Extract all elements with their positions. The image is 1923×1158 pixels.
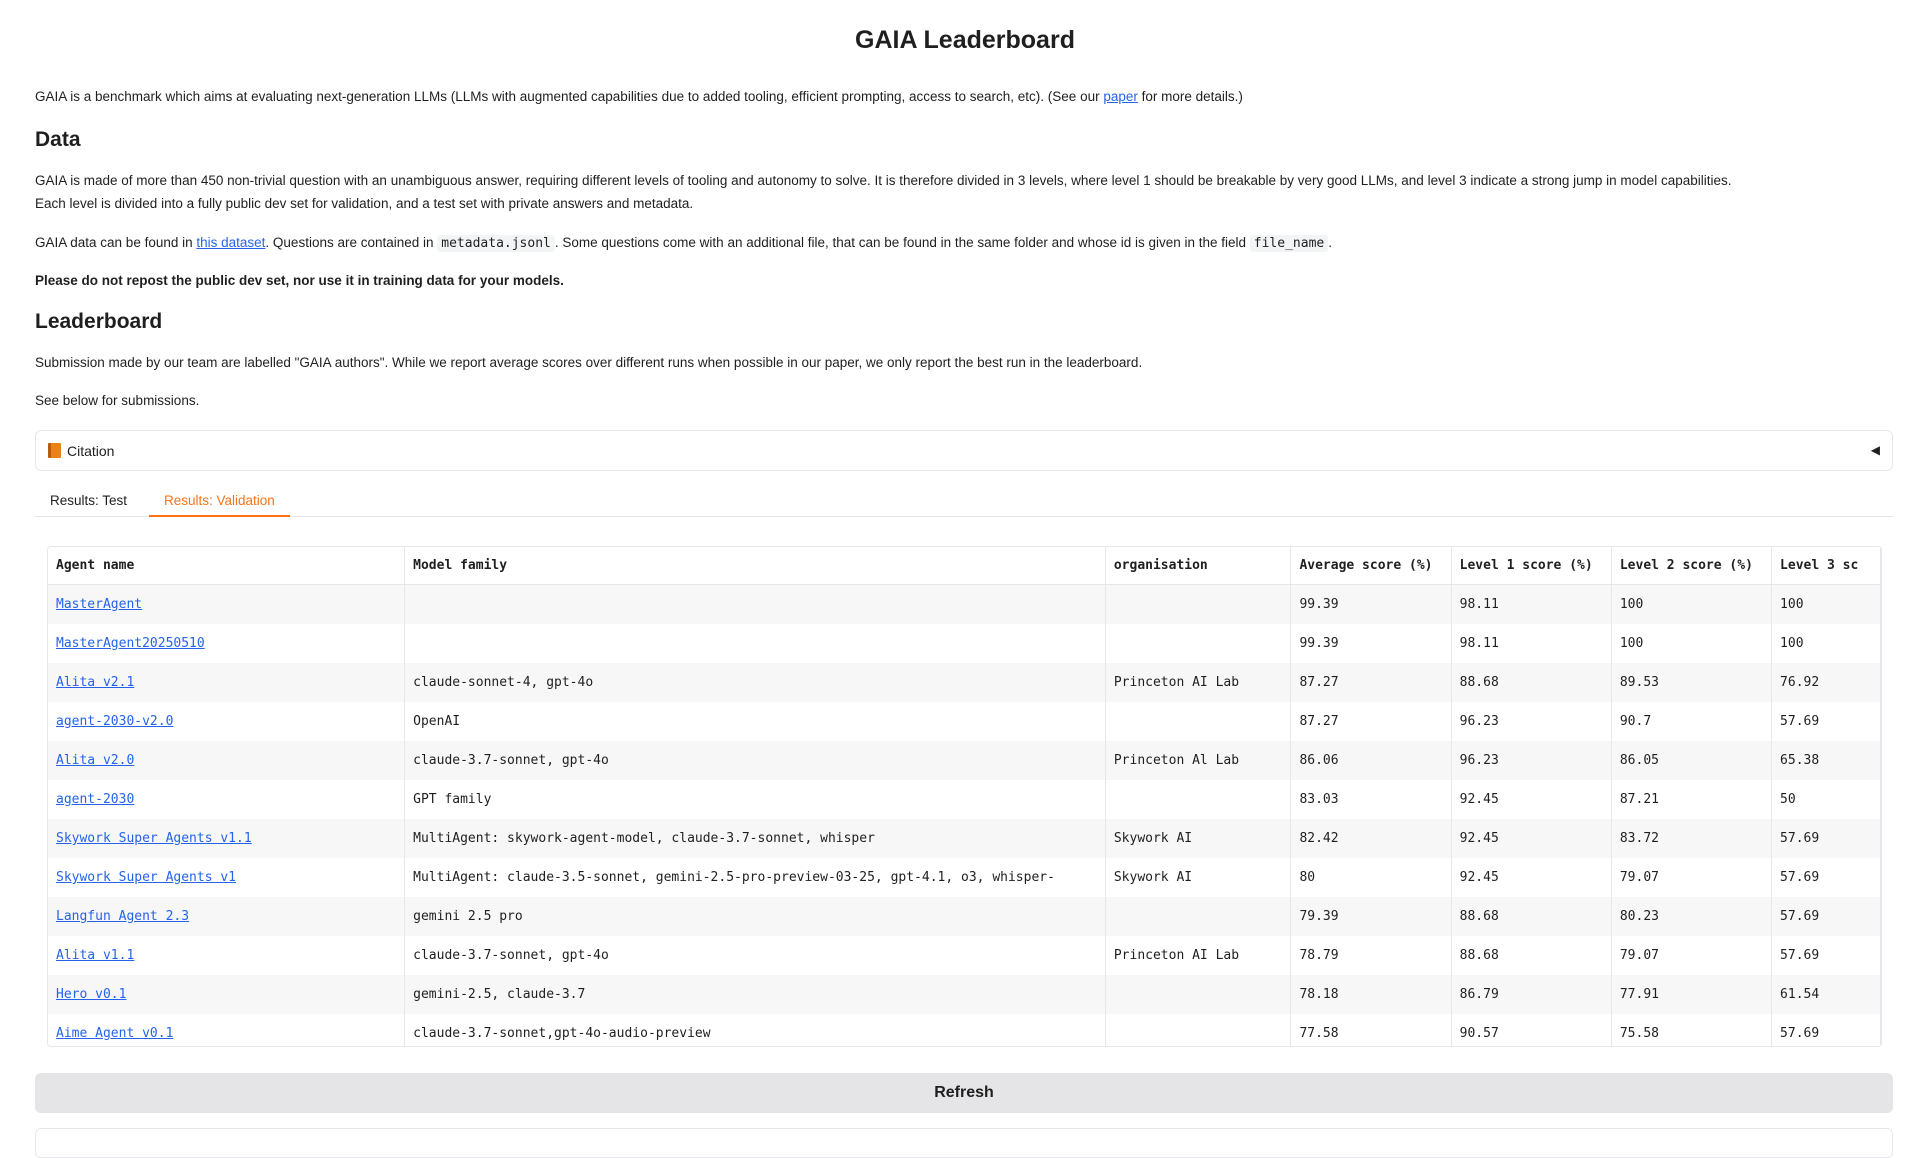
agent-name-cell [48,897,405,936]
page-title: GAIA Leaderboard [855,26,1075,54]
model-family-cell: claude-3.7-sonnet,gpt-4o-audio-preview [405,1014,1106,1047]
agent-link[interactable]: MasterAgent [56,597,143,612]
column-header-level3-score[interactable]: Level 3 sc [1772,547,1881,585]
citation-label: Citation [67,442,115,459]
model-family-cell: GPT family [405,780,1106,819]
level1-score-cell: 96.23 [1451,741,1611,780]
table-row [48,819,1881,858]
agent-link[interactable]: Alita v2.1 [56,675,135,690]
organisation-cell [1105,624,1291,663]
level1-score-cell: 96.23 [1451,702,1611,741]
agent-link[interactable]: Skywork Super Agents v1.1 [56,831,252,846]
level1-score-cell: 88.68 [1451,897,1611,936]
level1-score-cell: 88.68 [1451,936,1611,975]
level3-score-cell: 57.69 [1772,819,1881,858]
leaderboard-table [48,547,1881,1047]
table-row [48,975,1881,1014]
average-score-cell: 78.79 [1291,936,1451,975]
average-score-cell: 77.58 [1291,1014,1451,1047]
agent-link[interactable]: Alita v2.0 [56,753,135,768]
table-row [48,624,1881,663]
organisation-cell: Skywork AI [1105,858,1291,897]
table-row [48,858,1881,897]
level2-score-cell: 86.05 [1611,741,1771,780]
column-header-level2-score[interactable]: Level 2 score (%) [1611,547,1771,585]
level3-score-cell: 76.92 [1772,663,1881,702]
dataset-link[interactable]: this dataset [196,235,266,250]
average-score-cell: 87.27 [1291,663,1451,702]
level3-score-cell: 57.69 [1772,897,1881,936]
table-row [48,585,1881,625]
file-name-code: file_name [1250,235,1328,252]
organisation-cell: Princeton AI Lab [1105,936,1291,975]
agent-name-cell [48,663,405,702]
level1-score-cell: 98.11 [1451,624,1611,663]
paper-link[interactable]: paper [1103,89,1138,104]
organisation-cell [1105,1014,1291,1047]
average-score-cell: 82.42 [1291,819,1451,858]
intro-text [35,85,1243,108]
level2-score-cell: 75.58 [1611,1014,1771,1047]
agent-link[interactable]: Aime Agent v0.1 [56,1026,174,1041]
level3-score-cell: 61.54 [1772,975,1881,1014]
level2-score-cell: 89.53 [1611,663,1771,702]
column-header-organisation[interactable]: organisation [1105,547,1291,585]
level2-score-cell: 80.23 [1611,897,1771,936]
table-header-row [48,547,1881,585]
average-score-cell: 83.03 [1291,780,1451,819]
column-header-level1-score[interactable]: Level 1 score (%) [1451,547,1611,585]
level1-score-cell: 92.45 [1451,819,1611,858]
model-family-cell: claude-3.7-sonnet, gpt-4o [405,936,1106,975]
column-header-agent-name[interactable]: Agent name [48,547,405,585]
agent-name-cell [48,819,405,858]
table-row [48,741,1881,780]
agent-name-cell [48,702,405,741]
data-location-t1: GAIA data can be found in [35,235,197,250]
model-family-cell: MultiAgent: skywork-agent-model, claude-3.7-sonnet, whisper [405,819,1106,858]
agent-name-cell [48,858,405,897]
level1-score-cell: 90.57 [1451,1014,1611,1047]
citation-accordion[interactable] [35,430,1893,471]
average-score-cell: 86.06 [1291,741,1451,780]
organisation-cell [1105,975,1291,1014]
agent-link[interactable]: agent-2030-v2.0 [56,714,174,729]
model-family-cell: MultiAgent: claude-3.5-sonnet, gemini-2.5-pro-preview-03-25, gpt-4.1, o3, whisper- [405,858,1106,897]
refresh-button[interactable]: Refresh [35,1073,1893,1113]
average-score-cell: 99.39 [1291,585,1451,625]
level2-score-cell: 87.21 [1611,780,1771,819]
data-paragraph-line2: Each level is divided into a fully public dev set for validation, and a test set with private answers and metadata. [35,196,694,211]
data-heading: Data [35,128,81,151]
model-family-cell: gemini-2.5, claude-3.7 [405,975,1106,1014]
table-row [48,702,1881,741]
average-score-cell: 80 [1291,858,1451,897]
average-score-cell: 78.18 [1291,975,1451,1014]
organisation-cell: Princeton Al Lab [1105,741,1291,780]
agent-link[interactable]: Langfun Agent 2.3 [56,909,190,924]
model-family-cell: OpenAI [405,702,1106,741]
level1-score-cell: 98.11 [1451,585,1611,625]
leaderboard-note: Submission made by our team are labelled "GAIA authors". While we report average scores over different runs when possible in our paper, we only report the best run in the leaderboard. [35,355,1143,370]
level3-score-cell: 100 [1772,624,1881,663]
organisation-cell [1105,780,1291,819]
agent-name-cell [48,975,405,1014]
leaderboard-heading: Leaderboard [35,310,163,333]
agent-name-cell [48,585,405,625]
table-row [48,663,1881,702]
agent-link[interactable]: Hero v0.1 [56,987,127,1002]
submissions-note: See below for submissions. [35,393,200,408]
organisation-cell: Skywork AI [1105,819,1291,858]
agent-name-cell [48,936,405,975]
agent-link[interactable]: MasterAgent20250510 [56,636,205,651]
level3-score-cell: 57.69 [1772,858,1881,897]
collapse-arrow-icon[interactable]: ◀ [1870,443,1880,457]
model-family-cell [405,585,1106,625]
organisation-cell: Princeton AI Lab [1105,663,1291,702]
average-score-cell: 79.39 [1291,897,1451,936]
agent-name-cell [48,741,405,780]
agent-name-cell [48,1014,405,1047]
level2-score-cell: 79.07 [1611,936,1771,975]
table-row [48,936,1881,975]
organisation-cell [1105,702,1291,741]
data-location-t4: . [1328,235,1332,250]
repost-warning: Please do not repost the public dev set, nor use it in training data for your models. [35,273,564,288]
level3-score-cell: 57.69 [1772,936,1881,975]
book-icon [48,443,61,458]
model-family-cell: claude-sonnet-4, gpt-4o [405,663,1106,702]
tab-results-test[interactable]: Results: Test [50,493,128,508]
level2-score-cell: 77.91 [1611,975,1771,1014]
organisation-cell [1105,585,1291,625]
data-location-t2: . Questions are contained in [265,235,438,250]
level3-score-cell: 65.38 [1772,741,1881,780]
level2-score-cell: 90.7 [1611,702,1771,741]
organisation-cell [1105,897,1291,936]
agent-link[interactable]: Alita v1.1 [56,948,135,963]
level1-score-cell: 92.45 [1451,858,1611,897]
table-row [48,1014,1881,1047]
agent-name-cell [48,624,405,663]
level3-score-cell: 50 [1772,780,1881,819]
tab-results-validation[interactable]: Results: Validation [149,486,290,517]
agent-link[interactable]: agent-2030 [56,792,135,807]
bottom-panel [35,1128,1893,1158]
level3-score-cell: 57.69 [1772,1014,1881,1047]
metadata-code: metadata.jsonl [437,235,555,252]
model-family-cell [405,624,1106,663]
data-paragraph-line1: GAIA is made of more than 450 non-trivial question with an unambiguous answer, requiring different levels of tooling and autonomy to solve. It is therefore divided in 3 levels, where level 1 should be breakable by very good LLMs, and level 3 indicate a strong jump in model capabilities. [35,173,1732,188]
leaderboard-table-container[interactable] [47,546,1882,1047]
agent-name-cell [48,780,405,819]
level1-score-cell: 92.45 [1451,780,1611,819]
level1-score-cell: 88.68 [1451,663,1611,702]
level1-score-cell: 86.79 [1451,975,1611,1014]
level2-score-cell: 83.72 [1611,819,1771,858]
column-header-model-family[interactable]: Model family [405,547,1106,585]
average-score-cell: 99.39 [1291,624,1451,663]
level2-score-cell: 79.07 [1611,858,1771,897]
table-row [48,897,1881,936]
model-family-cell: claude-3.7-sonnet, gpt-4o [405,741,1106,780]
average-score-cell: 87.27 [1291,702,1451,741]
agent-link[interactable]: Skywork Super Agents v1 [56,870,237,885]
model-family-cell: gemini 2.5 pro [405,897,1106,936]
level2-score-cell: 100 [1611,624,1771,663]
column-header-average-score[interactable]: Average score (%) [1291,547,1451,585]
level2-score-cell: 100 [1611,585,1771,625]
results-tabs [35,486,1893,517]
data-location-t3: . Some questions come with an additional file, that can be found in the same folder and whose id is given in the field [554,235,1250,250]
level3-score-cell: 100 [1772,585,1881,625]
intro-text-before: GAIA is a benchmark which aims at evaluating next-generation LLMs (LLMs with augmented capabilities due to added tooling, efficient prompting, access to search, etc). (See our [35,89,1104,104]
table-row [48,780,1881,819]
level3-score-cell: 57.69 [1772,702,1881,741]
data-location-text [35,231,1332,255]
intro-text-after: for more details.) [1137,89,1243,104]
